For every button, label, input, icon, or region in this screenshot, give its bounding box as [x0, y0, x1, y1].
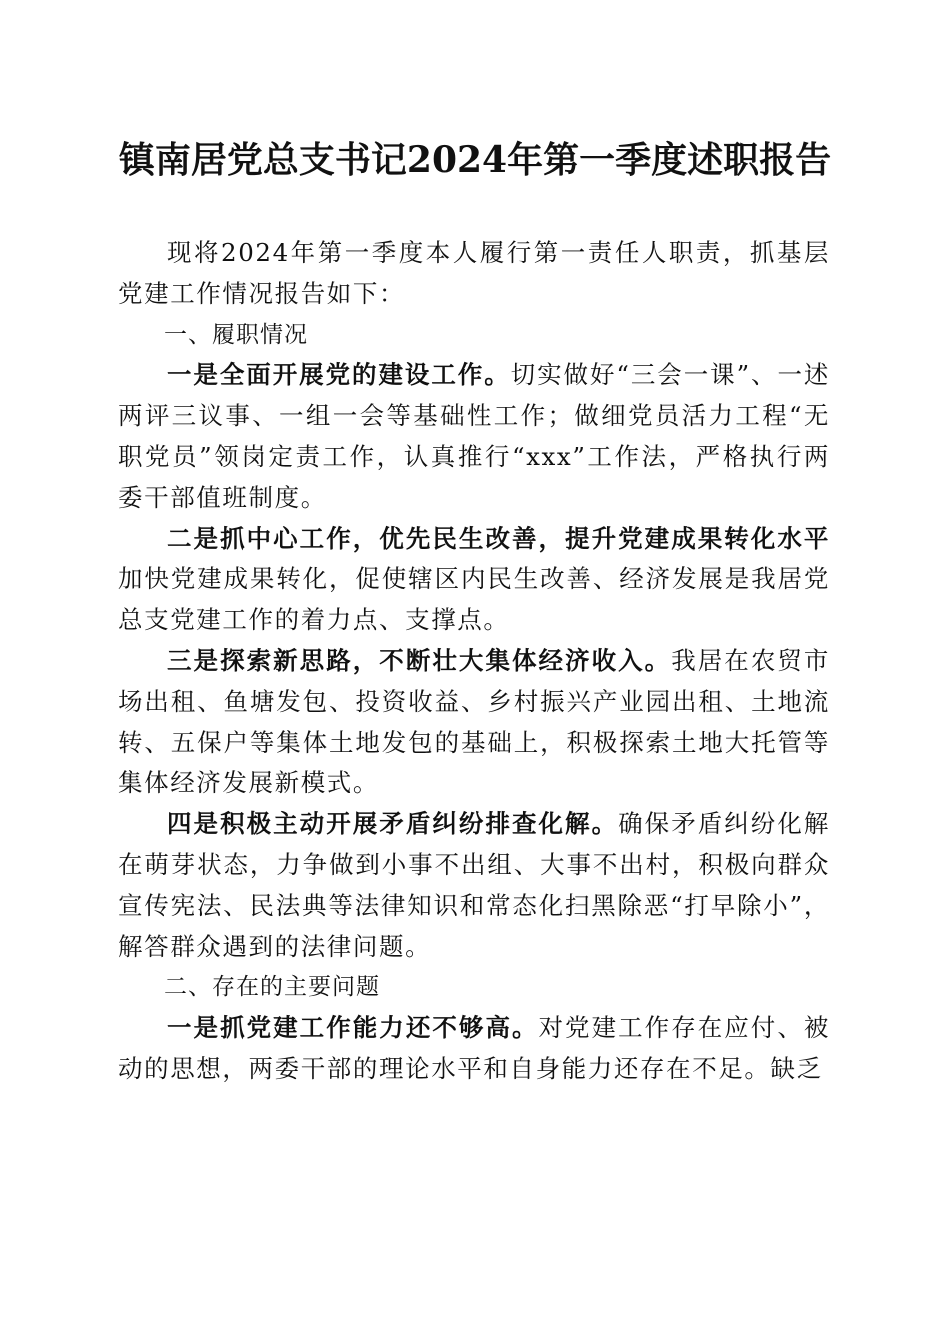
paragraph-text: 切实做好“三会一课”、一述两评三议事、一组一会等基础性工作；做细党员活力工程“无职党员”领岗定责工作，认真推行“xxx”工作法，严格执行两委干部值班制度。 [118, 360, 830, 512]
paragraph-lead: 二是抓中心工作，优先民生改善，提升党建成果转化水平 [167, 523, 830, 553]
paragraph-text: 加快党建成果转化，促使辖区内民生改善、经济发展是我居党总支党建工作的着力点、支撑点。 [118, 564, 830, 635]
section-heading-duties: 一、履职情况 [164, 321, 308, 348]
paragraph-lead: 一是抓党建工作能力还不够高。 [167, 1013, 539, 1043]
paragraph-lead: 三是探索新思路，不断壮大集体经济收入。 [167, 645, 672, 675]
paragraph-text: 确保矛盾纠纷化解在萌芽状态，力争做到小事不出组、大事不出村，积极向群众宣传宪法、民法典等法律知识和常态化扫黑除恶“打早除小”，解答群众遇到的法律问题。 [118, 809, 830, 961]
paragraph-text: 我居在农贸市场出租、鱼塘发包、投资收益、乡村振兴产业园出租、土地流转、五保户等集体土地发包的基础上，积极探索土地大托管等集体经济发展新模式。 [118, 645, 830, 798]
document-title: 镇南居党总支书记2024年第一季度述职报告 [118, 139, 832, 181]
paragraph-item [118, 519, 830, 641]
paragraph-lead: 一是全面开展党的建设工作。 [167, 360, 511, 390]
paragraph-lead: 四是积极主动开展矛盾纠纷排查化解。 [167, 809, 619, 839]
section-heading-problems: 二、存在的主要问题 [164, 974, 380, 1001]
paragraph-item [118, 804, 830, 967]
paragraph-text: 对党建工作存在应付、被动的思想，两委干部的理论水平和自身能力还存在不足。缺乏 [118, 1013, 830, 1083]
paragraph-item [118, 1008, 830, 1090]
paragraph-item [118, 355, 830, 518]
document-body [118, 233, 830, 1090]
paragraph-item [118, 641, 830, 804]
intro-paragraph: 现将2024年第一季度本人履行第一责任人职责，抓基层党建工作情况报告如下： [118, 238, 830, 308]
